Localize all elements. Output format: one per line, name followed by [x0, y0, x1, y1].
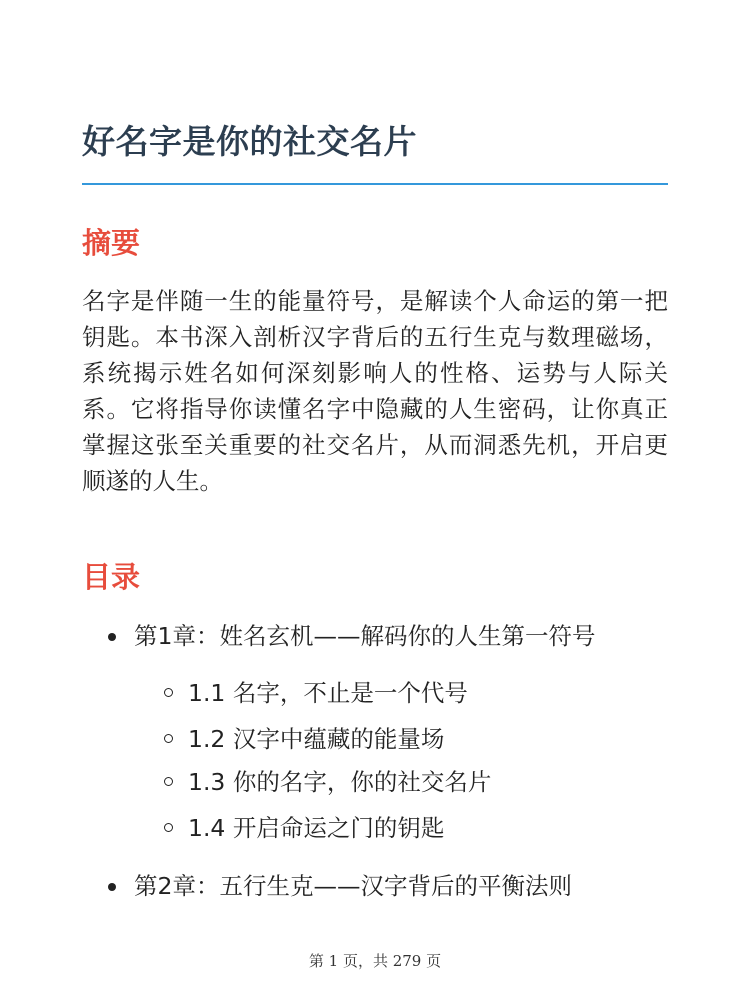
abstract-body: 名字是伴随一生的能量符号，是解读个人命运的第一把钥匙。本书深入剖析汉字背后的五行生克与数理磁场，系统揭示姓名如何深刻影响人的性格、运势与人际关系。它将指导你读懂名字中隐藏的人生密码，让你真正掌握这张至关重要的社交名片，从而洞悉先机，开启更顺遂的人生。: [82, 287, 668, 495]
hollow-bullet-icon: [164, 688, 173, 697]
bullet-icon: [108, 633, 116, 641]
document-page: [82, 0, 668, 1000]
document-title: 好名字是你的社交名片: [82, 122, 417, 161]
hollow-bullet-icon: [164, 777, 173, 786]
toc-section-1-2-label: 1.2 汉字中蕴藏的能量场: [188, 725, 445, 753]
toc-chapter-1-label: 第1章：姓名玄机——解码你的人生第一符号: [134, 622, 596, 650]
toc-section-1-3-label: 1.3 你的名字，你的社交名片: [188, 768, 492, 796]
hollow-bullet-icon: [164, 823, 173, 832]
toc-heading: 目录: [82, 560, 141, 594]
toc-section-1-1-label: 1.1 名字，不止是一个代号: [188, 679, 468, 707]
toc-chapter-2-label: 第2章：五行生克——汉字背后的平衡法则: [134, 872, 572, 900]
title-divider: [82, 183, 668, 185]
page-number-footer: 第 1 页，共 279 页: [308, 952, 442, 970]
bullet-icon: [108, 883, 116, 891]
abstract-heading: 摘要: [82, 226, 141, 260]
hollow-bullet-icon: [164, 734, 173, 743]
toc-section-1-4-label: 1.4 开启命运之门的钥匙: [188, 814, 445, 842]
